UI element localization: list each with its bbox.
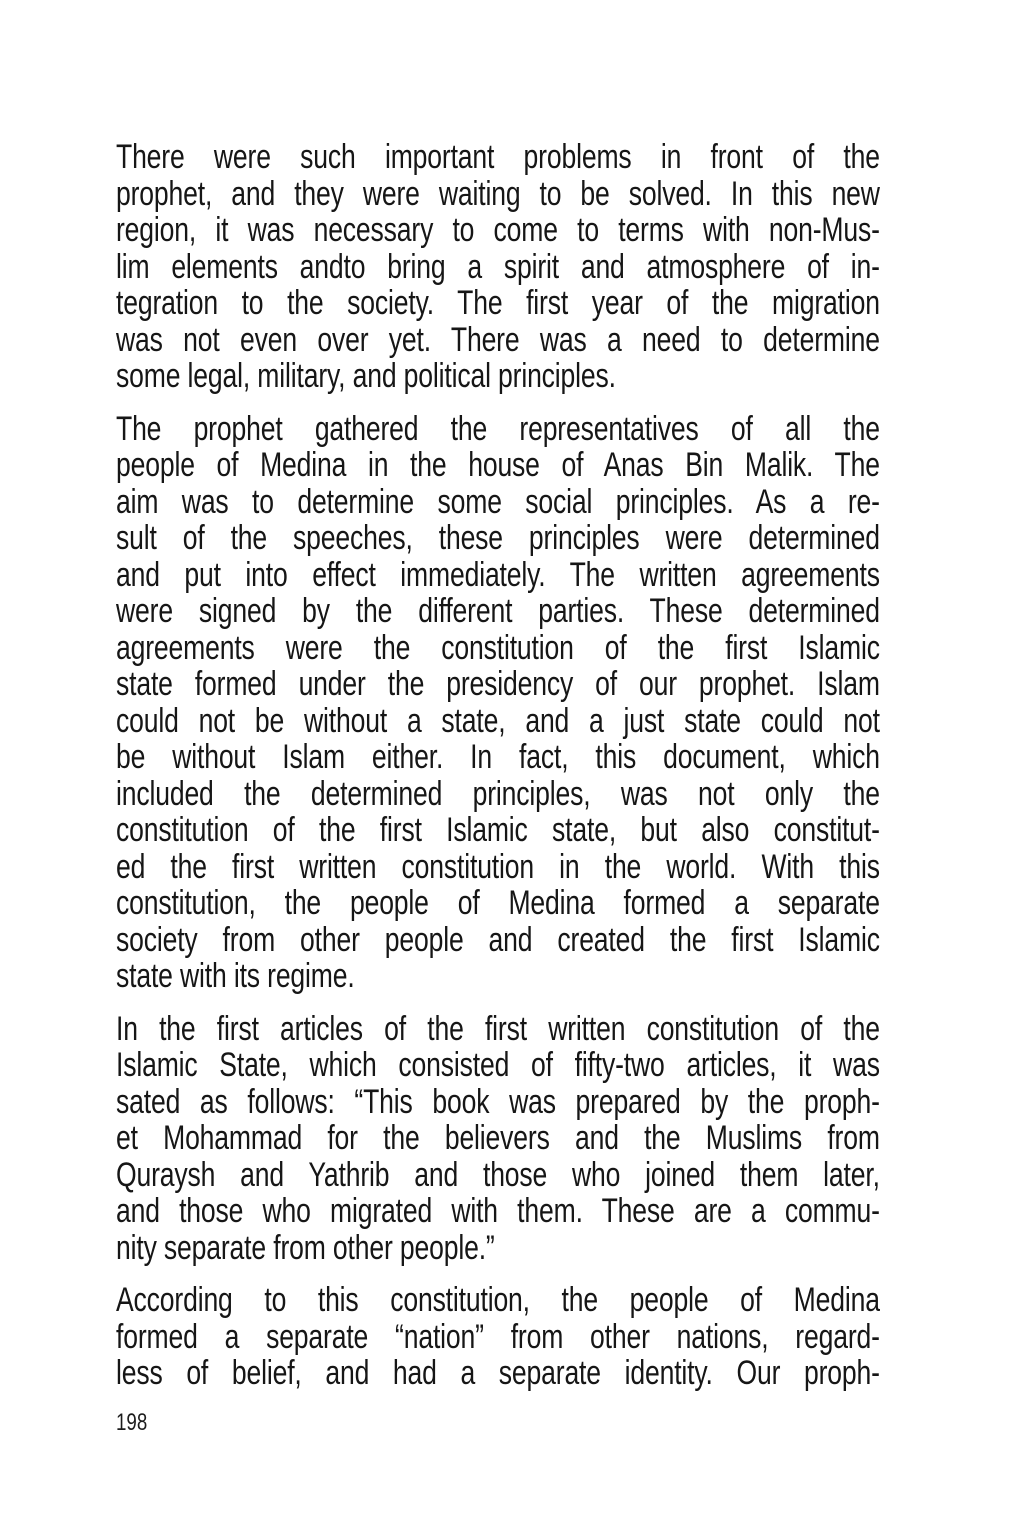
text-line: and put into effect immediately. The written agreements [116,555,880,594]
paragraph [116,1282,880,1392]
text-line: According to this constitution, the people of Medina [116,1281,880,1319]
text-line: formed a separate “nation” from other nations, regard- [116,1317,880,1356]
page-number: 198 [116,1408,148,1436]
text-line: was not even over yet. There was a need to determine [116,320,880,359]
paragraph [116,139,880,395]
text-column [116,139,880,1438]
text-line: sult of the speeches, these principles were determined [116,519,880,557]
text-line: In the first articles of the first written constitution of the [116,1009,880,1048]
text-line: aim was to determine some social principles. As a re- [116,482,880,521]
text-line: nity separate from other people.” [116,1228,495,1267]
text-line: prophet, and they were waiting to be solved. In this new [116,174,880,213]
text-line: be without Islam either. In fact, this document, which [116,738,880,776]
paragraphs-container [116,139,880,1392]
text-line: state formed under the presidency of our prophet. Islam [116,665,880,703]
text-line: constitution, the people of Medina formed a separate [116,884,880,922]
text-line: state with its regime. [116,957,355,995]
text-line: constitution of the first Islamic state, but also constitut- [116,811,880,849]
text-line: Islamic State, which consisted of fifty-two articles, it was [116,1046,880,1084]
text-line: There were such important problems in front of the [116,138,880,176]
text-line: tegration to the society. The first year of the migration [116,284,880,322]
text-line: and those who migrated with them. These are a commu- [116,1192,880,1230]
text-line: less of belief, and had a separate identity. Our proph- [116,1354,880,1392]
text-line: et Mohammad for the believers and the Muslims from [116,1119,880,1157]
text-line: society from other people and created the first Islamic [116,920,880,959]
text-line: some legal, military, and political principles. [116,357,616,395]
text-line: ed the first written constitution in the world. With this [116,847,880,886]
paragraph [116,411,880,995]
text-line: sated as follows: “This book was prepared by the proph- [116,1082,880,1121]
text-line: people of Medina in the house of Anas Bin Malik. The [116,446,880,484]
text-line: agreements were the constitution of the first Islamic [116,628,880,667]
text-line: lim elements andto bring a spirit and atmosphere of in- [116,247,880,286]
text-line: included the determined principles, was not only the [116,774,880,813]
text-line: region, it was necessary to come to terms with non-Mus- [116,211,880,249]
text-line: Quraysh and Yathrib and those who joined them later, [116,1155,880,1194]
text-line: The prophet gathered the representatives of all the [116,409,880,448]
text-line: could not be without a state, and a just state could not [116,701,880,740]
text-line: were signed by the different parties. These determined [116,592,880,630]
paragraph [116,1011,880,1267]
